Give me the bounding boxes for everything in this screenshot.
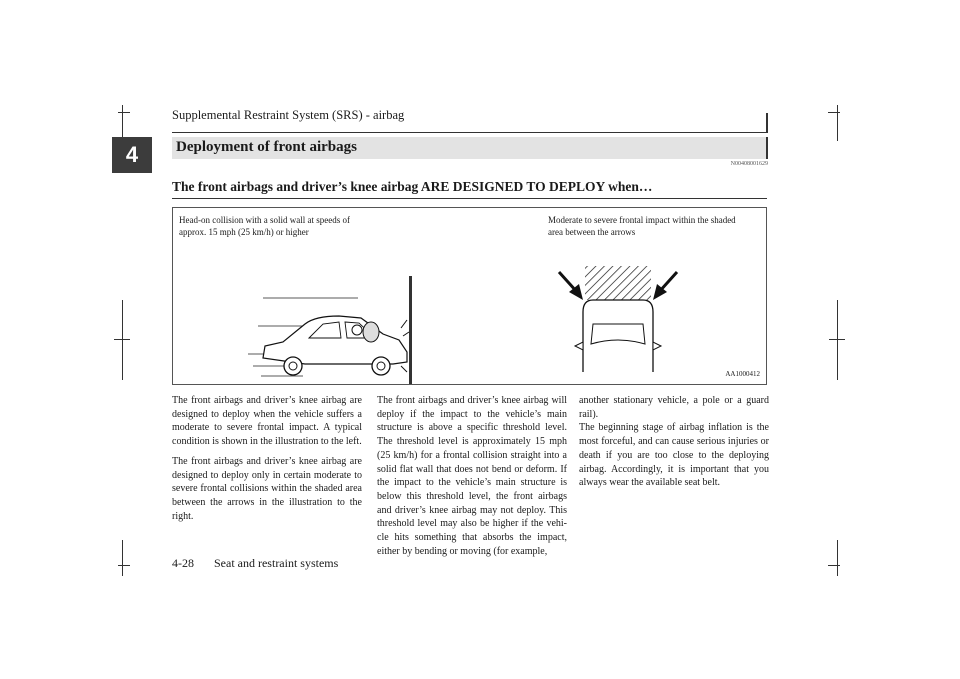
header-rule [172,132,767,133]
section-tick [766,137,768,159]
figure-code: AA1000412 [725,370,760,378]
section-title: Deployment of front airbags [176,139,357,155]
subsection-rule [172,198,767,199]
figure [172,207,767,385]
car-collision-illustration [243,276,443,386]
page-footer [172,556,338,571]
figure-caption-right: Moderate to severe frontal impact within the shaded area between the arrows [548,215,736,237]
header-tick [766,113,768,133]
page-number: 4-28 [172,556,194,570]
body-column-3 [579,394,769,496]
chapter-title: Seat and restraint systems [214,556,339,570]
subsection-title: The front airbags and driver’s knee airbag ARE DESIGNED TO DEPLOY when… [172,179,653,194]
body-column-2 [377,394,567,564]
paragraph: The beginning stage of airbag inflation is the most forceful, and can cause serious injuries or death if you are too close to the deploying airbag. Accordingly, it is important that you always wear the available seat belt. [579,422,769,489]
paragraph: The front airbags and driver’s knee airbag are designed to deploy when the vehicle suffers a moderate to severe frontal impact. A typical condition is shown in the illustration to the left. [172,395,362,448]
chapter-tab: 4 [112,137,152,173]
paragraph: The front airbags and driver’s knee airbag are designed to deploy only in certain moderate to severe frontal collisions within the shaded area between the arrows in the illustration to the right. [172,455,362,522]
body-column-1 [172,394,362,529]
paragraph: another stationary vehicle, a pole or a guard rail). [579,395,769,420]
figure-caption-left: Head-on collision with a solid wall at speeds of approx. 15 mph (25 km/h) or higher [179,215,350,237]
doc-code: N00408001629 [730,161,768,167]
paragraph: The front airbags and driver’s knee airbag will deploy if the impact to the vehicle’s main structure is above a specific threshold level. The threshold level is approximately 15 mph (25 km/h) for a frontal collision straight into a solid flat wall that does not bend or deform. If the impact to the vehicle’s main structure is below this threshold level, the front airbags and driver’s knee airbag may not deploy. This threshold level may also be higher if the vehi-cle hits something that absorbs the impact, either by bending or moving (for example, [377,395,567,557]
running-header: Supplemental Restraint System (SRS) - airbag [172,108,405,122]
impact-zone-illustration [553,266,683,376]
